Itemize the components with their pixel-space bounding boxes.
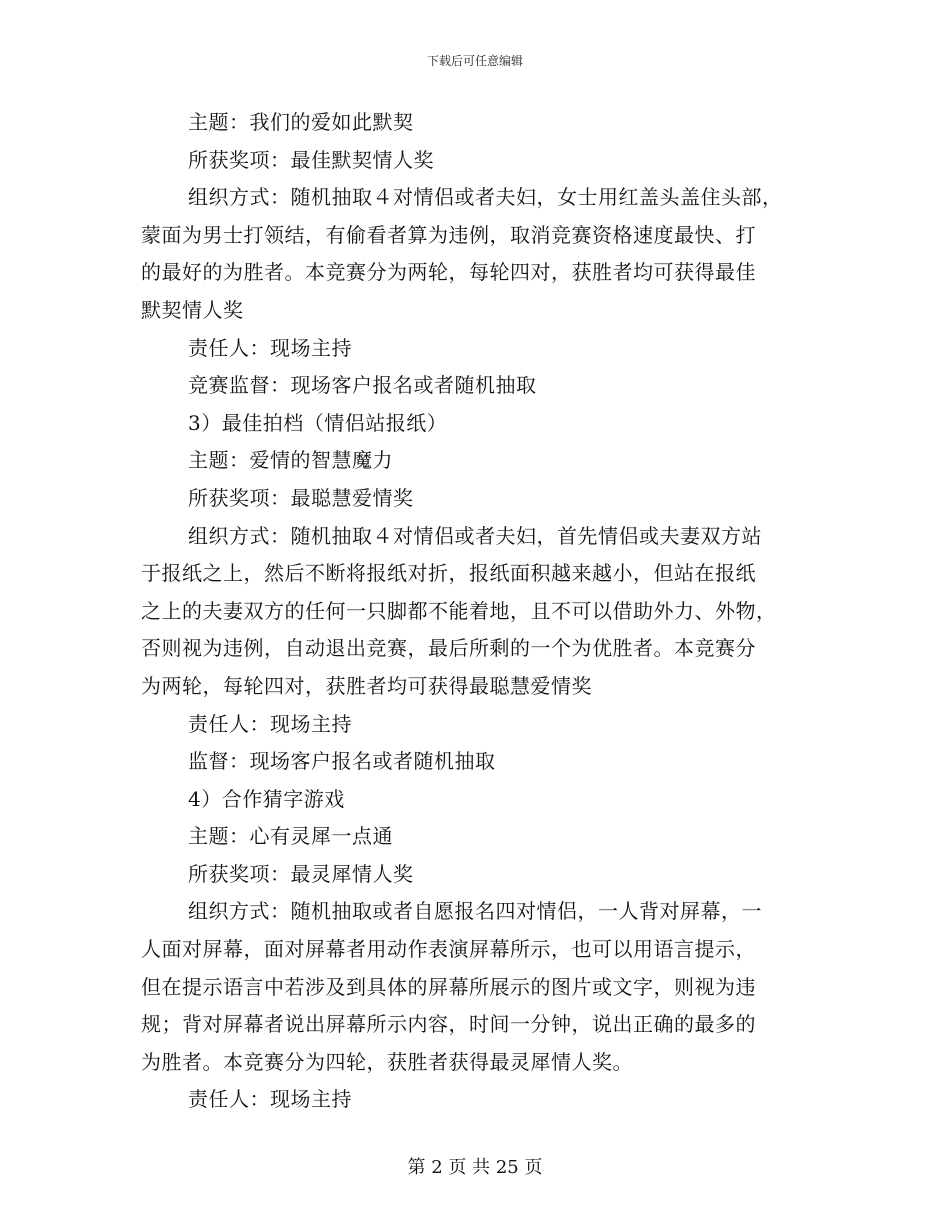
- paragraph-line: 所获奖项：最佳默契情人奖: [188, 147, 434, 172]
- paragraph-line: 责任人：现场主持: [188, 711, 352, 736]
- paragraph-line: 主题：心有灵犀一点通: [188, 824, 393, 849]
- paragraph-line: 规；背对屏幕者说出屏幕所示内容，时间一分钟，说出正确的最多的: [141, 1012, 756, 1037]
- paragraph-line: 的最好的为胜者。本竞赛分为两轮，每轮四对，获胜者均可获得最佳: [141, 260, 756, 285]
- paragraph-line: 监督：现场客户报名或者随机抽取: [188, 749, 496, 774]
- paragraph-line: 责任人：现场主持: [188, 335, 352, 360]
- paragraph-line: 之上的夫妻双方的任何一只脚都不能着地，且不可以借助外力、外物，: [141, 598, 777, 623]
- paragraph-line: 责任人：现场主持: [188, 1087, 352, 1112]
- paragraph-line: 蒙面为男士打领结，有偷看者算为违例，取消竞赛资格速度最快、打: [141, 222, 756, 247]
- paragraph-line: 人面对屏幕，面对屏幕者用动作表演屏幕所示，也可以用语言提示，: [141, 937, 756, 962]
- paragraph-line: 3）最佳拍档（情侣站报纸）: [188, 410, 448, 435]
- paragraph-line: 默契情人奖: [141, 297, 244, 322]
- paragraph-line: 主题：我们的爱如此默契: [188, 110, 414, 134]
- header-note: 下载后可任意编辑: [426, 54, 523, 68]
- page-number: 第 2 页 共 25 页: [407, 1157, 543, 1178]
- document-body: [141, 104, 813, 1119]
- paragraph-line: 为胜者。本竞赛分为四轮，获胜者获得最灵犀情人奖。: [141, 1049, 633, 1074]
- paragraph-line: 所获奖项：最灵犀情人奖: [188, 861, 414, 886]
- paragraph-line: 所获奖项：最聪慧爱情奖: [188, 485, 414, 510]
- paragraph-line: 否则视为违例，自动退出竞赛，最后所剩的一个为优胜者。本竞赛分: [141, 636, 756, 661]
- paragraph-line: 为两轮，每轮四对，获胜者均可获得最聪慧爱情奖: [141, 673, 592, 698]
- paragraph-line: 组织方式：随机抽取或者自愿报名四对情侣，一人背对屏幕，一: [188, 899, 762, 924]
- paragraph-line: 组织方式：随机抽取４对情侣或者夫妇，首先情侣或夫妻双方站: [188, 523, 762, 548]
- paragraph-line: 于报纸之上，然后不断将报纸对折，报纸面积越来越小，但站在报纸: [141, 561, 756, 586]
- paragraph-line: 主题：爱情的智慧魔力: [188, 448, 393, 473]
- paragraph-line: 但在提示语言中若涉及到具体的屏幕所展示的图片或文字，则视为违: [141, 974, 756, 999]
- paragraph-line: 组织方式：随机抽取４对情侣或者夫妇，女士用红盖头盖住头部，: [188, 185, 783, 210]
- paragraph-line: 4）合作猜字游戏: [188, 786, 345, 811]
- paragraph-line: 竞赛监督：现场客户报名或者随机抽取: [188, 373, 537, 398]
